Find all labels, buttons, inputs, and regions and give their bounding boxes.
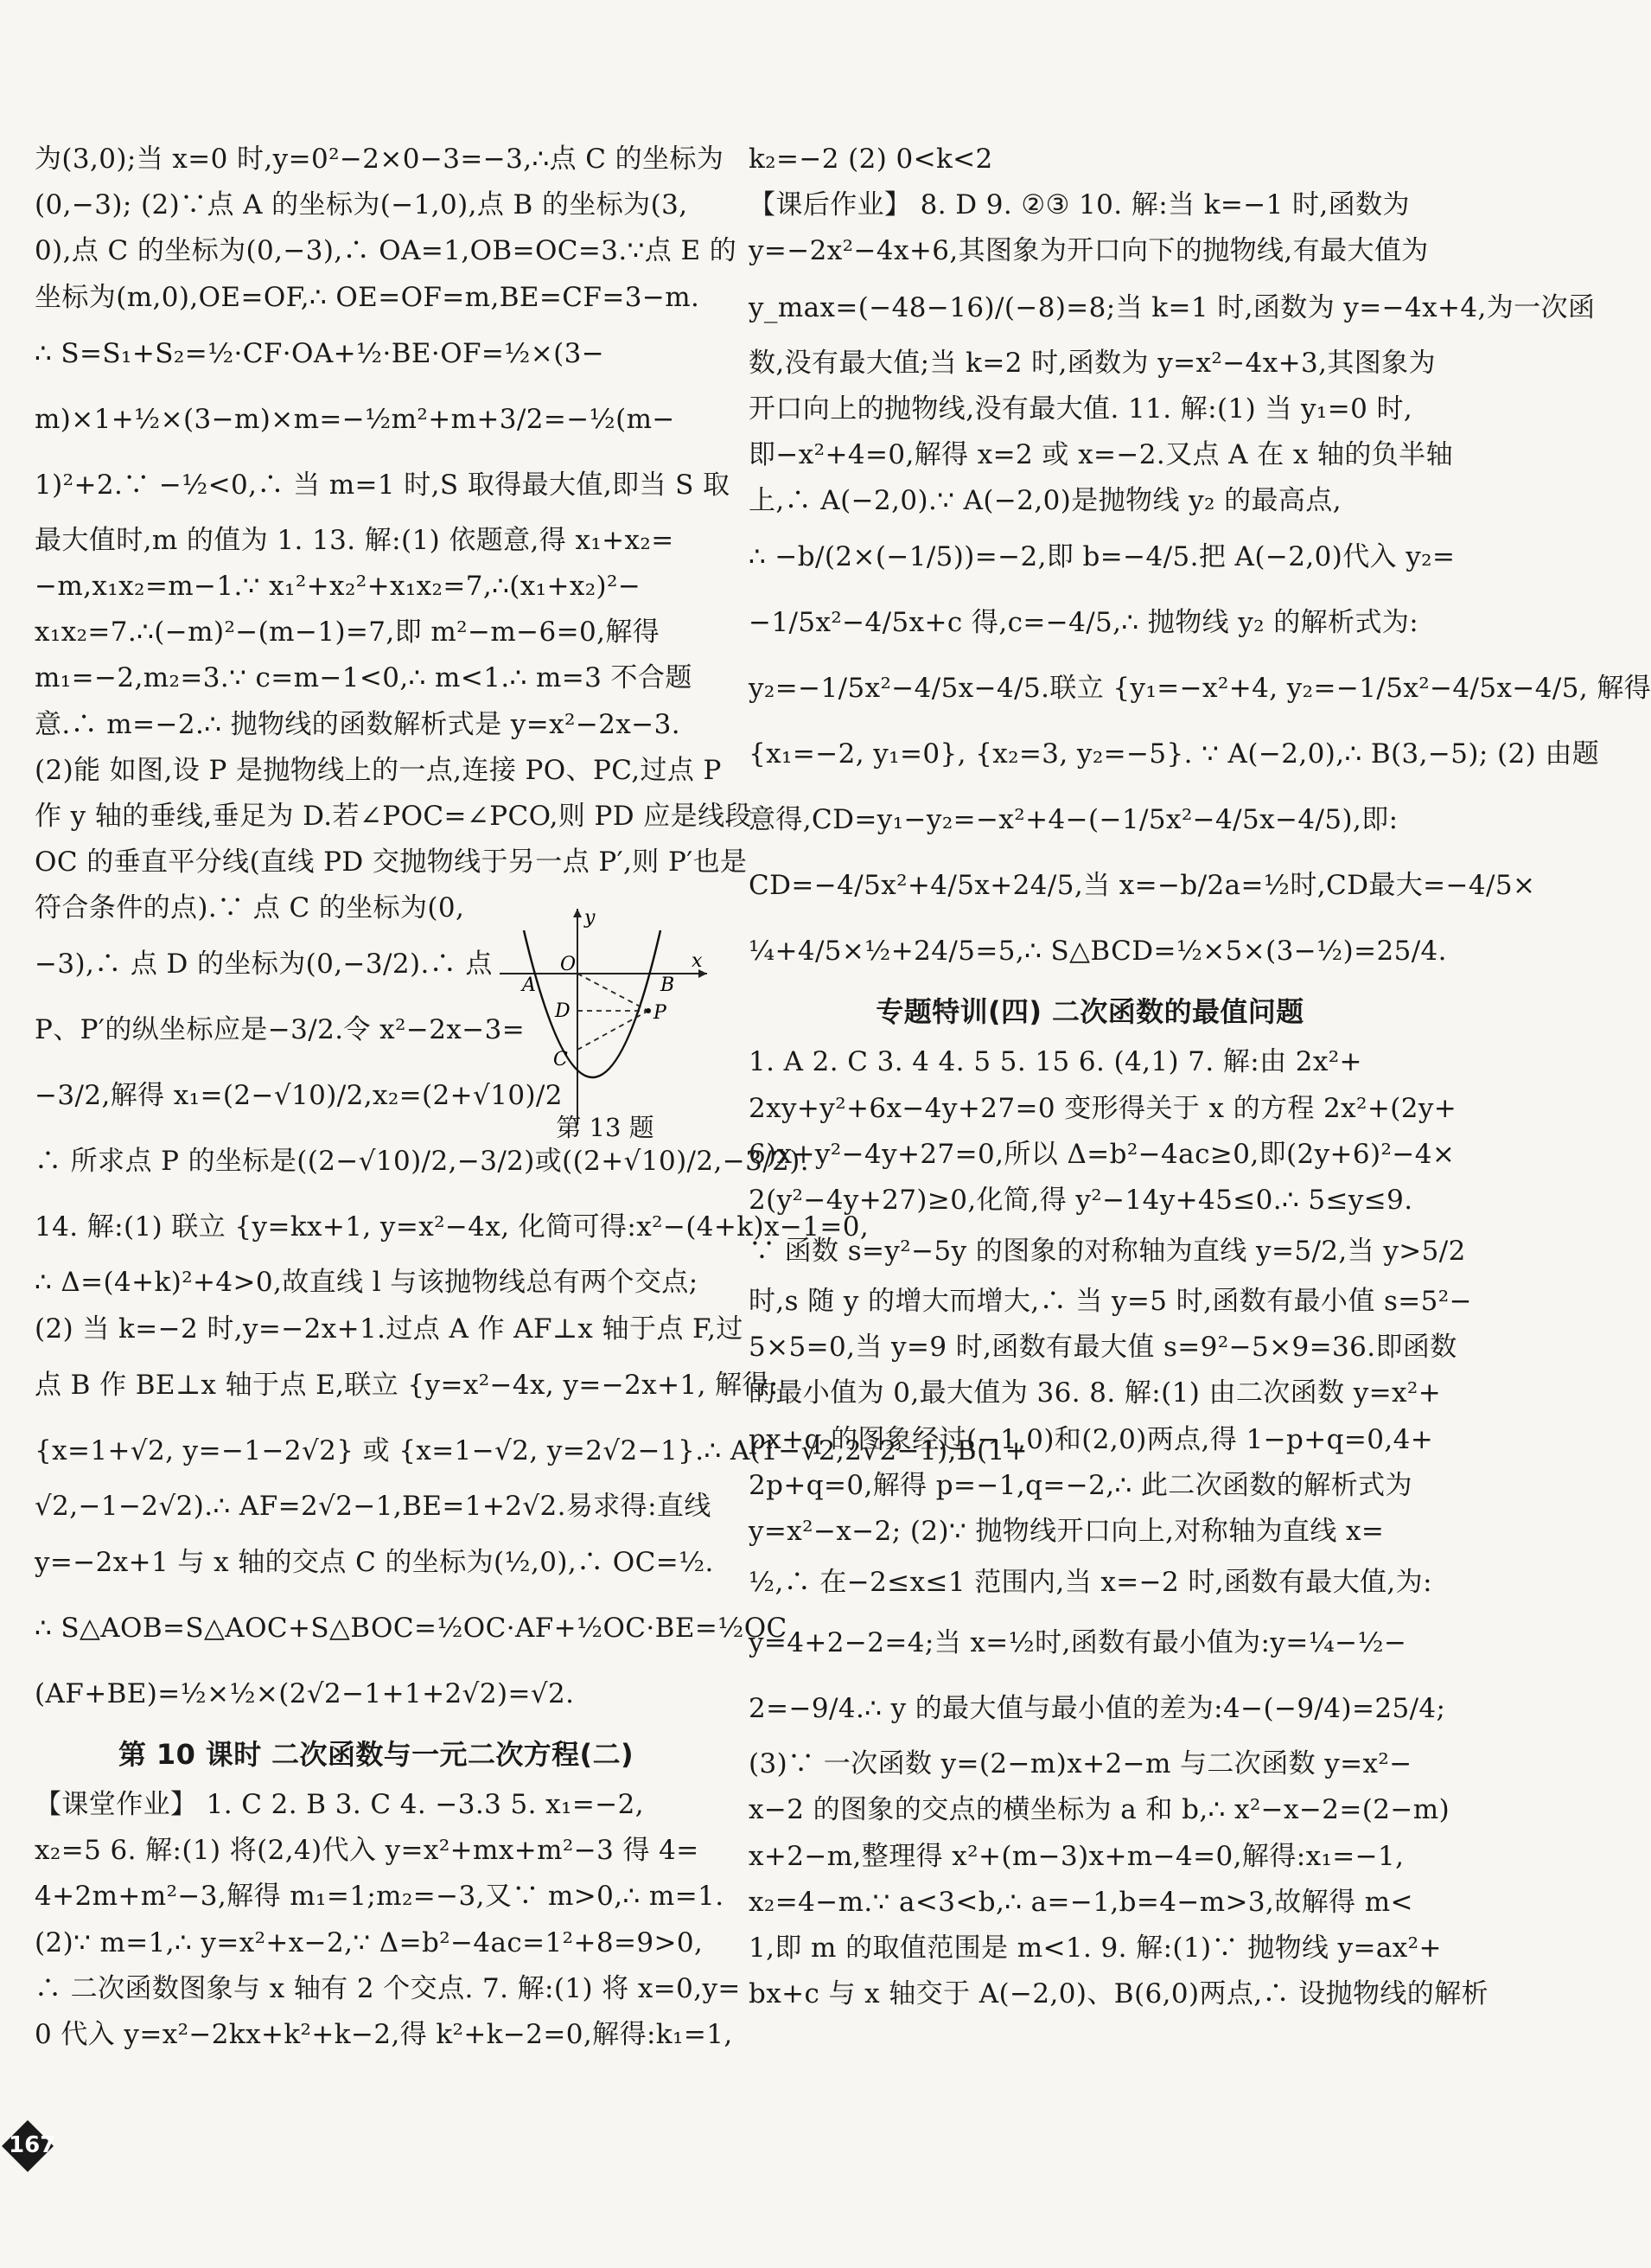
text-line: (2) 当 k=−2 时,y=−2x+1.过点 A 作 AF⊥x 轴于点 F,过 xyxy=(35,1313,743,1345)
text-line: 14. 解:(1) 联立 {y=kx+1, y=x²−4x, 化简可得:x²−(4+k)x−1=0, xyxy=(35,1211,870,1243)
text-line: 0 代入 y=x²−2kx+k²+k−2,得 k²+k−2=0,解得:k₁=1, xyxy=(35,2018,733,2050)
text-line: 1,即 m 的取值范围是 m<1. 9. 解:(1)∵ 抛物线 y=ax²+ xyxy=(749,1932,1442,1964)
text-line: 意得,CD=y₁−y₂=−x²+4−(−1/5x²−4/5x−4/5),即: xyxy=(749,804,1399,836)
text-line: 的最小值为 0,最大值为 36. 8. 解:(1) 由二次函数 y=x²+ xyxy=(749,1377,1442,1409)
text-line: ∴ 所求点 P 的坐标是((2−√10)/2,−3/2)或((2+√10)/2,−3/2). xyxy=(35,1146,809,1178)
text-line: 5×5=0,当 y=9 时,函数有最大值 s=9²−5×9=36.即函数 xyxy=(749,1332,1457,1364)
text-line: y_max=(−48−16)/(−8)=8;当 k=1 时,函数为 y=−4x+4,为一次函 xyxy=(749,291,1596,323)
text-line: −1/5x²−4/5x+c 得,c=−4/5,∴ 抛物线 y₂ 的解析式为: xyxy=(749,607,1419,639)
text-line: ½,∴ 在−2≤x≤1 范围内,当 x=−2 时,函数有最大值,为: xyxy=(749,1567,1432,1599)
text-line: 作 y 轴的垂线,垂足为 D.若∠POC=∠PCO,则 PD 应是线段 xyxy=(35,800,752,832)
parabola-curve xyxy=(524,930,660,1077)
text-line: m₁=−2,m₂=3.∵ c=m−1<0,∴ m<1.∴ m=3 不合题 xyxy=(35,662,692,694)
text-line: OC 的垂直平分线(直线 PD 交抛物线于另一点 P′,则 P′也是 xyxy=(35,847,748,878)
text-line: (AF+BE)=½×½×(2√2−1+1+2√2)=√2. xyxy=(35,1678,575,1709)
text-line: k₂=−2 (2) 0<k<2 xyxy=(749,144,993,175)
text-line: 为(3,0);当 x=0 时,y=0²−2×0−3=−3,∴点 C 的坐标为 xyxy=(35,144,724,175)
text-line: y=x²−x−2; (2)∵ 抛物线开口向上,对称轴为直线 x= xyxy=(749,1516,1385,1547)
text-line: 开口向上的抛物线,没有最大值. 11. 解:(1) 当 y₁=0 时, xyxy=(749,393,1413,425)
text-line: ∵ 函数 s=y²−5y 的图象的对称轴为直线 y=5/2,当 y>5/2 xyxy=(749,1236,1466,1268)
line-op xyxy=(577,974,648,1011)
text-line: 2(y²−4y+27)≥0,化简,得 y²−14y+45≤0.∴ 5≤y≤9. xyxy=(749,1184,1413,1216)
text-line: P、P′的纵坐标应是−3/2.令 x²−2x−3= xyxy=(35,1014,526,1046)
text-line: 点 B 作 BE⊥x 轴于点 E,联立 {y=x²−4x, y=−2x+1, 解得: xyxy=(35,1369,779,1401)
text-line: 1)²+2.∵ −½<0,∴ 当 m=1 时,S 取得最大值,即当 S 取 xyxy=(35,469,730,501)
page-number: 167 xyxy=(9,2132,56,2158)
text-line: −m,x₁x₂=m−1.∵ x₁²+x₂²+x₁x₂=7,∴(x₁+x₂)²− xyxy=(35,570,641,602)
label-p: P xyxy=(653,1002,666,1024)
label-b: B xyxy=(660,974,675,996)
point-p xyxy=(646,1008,651,1013)
label-x: x xyxy=(692,950,703,972)
text-line: y=−2x²−4x+6,其图象为开口向下的抛物线,有最大值为 xyxy=(749,235,1429,267)
text-line: (2)∵ m=1,∴ y=x²+x−2,∵ Δ=b²−4ac=1²+8=9>0, xyxy=(35,1926,704,1958)
text-line: ¼+4/5×½+24/5=5,∴ S△BCD=½×5×(3−½)=25/4. xyxy=(749,936,1447,968)
label-o: O xyxy=(560,954,577,975)
text-line: y=−2x+1 与 x 轴的交点 C 的坐标为(½,0),∴ OC=½. xyxy=(35,1547,714,1578)
text-line: {x₁=−2, y₁=0}, {x₂=3, y₂=−5}. ∵ A(−2,0),∴ B(3,−5); (2) 由题 xyxy=(749,738,1600,770)
text-line: 2xy+y²+6x−4y+27=0 变形得关于 x 的方程 2x²+(2y+ xyxy=(749,1092,1457,1124)
label-a: A xyxy=(522,974,536,996)
text-line: CD=−4/5x²+4/5x+24/5,当 x=−b/2a=½时,CD最大=−4/5× xyxy=(749,870,1536,902)
text-line: 数,没有最大值;当 k=2 时,函数为 y=x²−4x+3,其图象为 xyxy=(749,347,1436,379)
text-line: 2p+q=0,解得 p=−1,q=−2,∴ 此二次函数的解析式为 xyxy=(749,1469,1412,1501)
text-line: ∴ Δ=(4+k)²+4>0,故直线 l 与该抛物线总有两个交点; xyxy=(35,1267,698,1299)
section-heading: 第 10 课时 二次函数与一元二次方程(二) xyxy=(118,1738,634,1771)
text-line: 0),点 C 的坐标为(0,−3),∴ OA=1,OB=OC=3.∵点 E 的 xyxy=(35,235,737,267)
text-line: 意.∴ m=−2.∴ 抛物线的函数解析式是 y=x²−2x−3. xyxy=(35,708,680,740)
text-line: x₂=5 6. 解:(1) 将(2,4)代入 y=x²+mx+m²−3 得 4= xyxy=(35,1835,699,1867)
text-line: {x=1+√2, y=−1−2√2} 或 {x=1−√2, y=2√2−1}.∴ A(1−√2,2√2−1),B(1+ xyxy=(35,1434,1028,1466)
figure-caption: 第 13 题 xyxy=(556,1113,654,1142)
text-line: (2)能 如图,设 P 是抛物线上的一点,连接 PO、PC,过点 P xyxy=(35,754,722,786)
text-line: (3)∵ 一次函数 y=(2−m)x+2−m 与二次函数 y=x²− xyxy=(749,1748,1412,1780)
text-line: 2=−9/4.∴ y 的最大值与最小值的差为:4−(−9/4)=25/4; xyxy=(749,1693,1446,1725)
line-cp xyxy=(577,1011,648,1050)
text-line: x−2 的图象的交点的横坐标为 a 和 b,∴ x²−x−2=(2−m) xyxy=(749,1794,1450,1826)
text-line: px+q 的图象经过(−1,0)和(2,0)两点,得 1−p+q=0,4+ xyxy=(749,1423,1434,1455)
text-line: −3),∴ 点 D 的坐标为(0,−3/2).∴ 点 xyxy=(35,949,493,981)
text-line: ∴ S△AOB=S△AOC+S△BOC=½OC·AF+½OC·BE=½OC xyxy=(35,1613,787,1644)
text-line: x+2−m,整理得 x²+(m−3)x+m−4=0,解得:x₁=−1, xyxy=(749,1840,1405,1872)
section-heading: 专题特训(四) 二次函数的最值问题 xyxy=(876,995,1304,1029)
text-line: 坐标为(m,0),OE=OF,∴ OE=OF=m,BE=CF=3−m. xyxy=(35,281,700,313)
text-line: 最大值时,m 的值为 1. 13. 解:(1) 依题意,得 x₁+x₂= xyxy=(35,524,674,556)
text-line: √2,−1−2√2).∴ AF=2√2−1,BE=1+2√2.易求得:直线 xyxy=(35,1490,711,1522)
label-y: y xyxy=(584,907,596,929)
text-line: 1. A 2. C 3. 4 4. 5 5. 15 6. (4,1) 7. 解:由 2x²+ xyxy=(749,1046,1362,1078)
text-line: 【课堂作业】 1. C 2. B 3. C 4. −3.3 5. x₁=−2, xyxy=(35,1789,644,1820)
text-line: 即−x²+4=0,解得 x=2 或 x=−2.又点 A 在 x 轴的负半轴 xyxy=(749,438,1453,470)
text-line: 符合条件的点).∵ 点 C 的坐标为(0, xyxy=(35,892,465,924)
text-line: 【课后作业】 8. D 9. ②③ 10. 解:当 k=−1 时,函数为 xyxy=(749,189,1410,221)
text-line: (0,−3); (2)∵点 A 的坐标为(−1,0),点 B 的坐标为(3, xyxy=(35,189,688,221)
text-line: −3/2,解得 x₁=(2−√10)/2,x₂=(2+√10)/2 xyxy=(35,1080,563,1112)
text-line: x₂=4−m.∵ a<3<b,∴ a=−1,b=4−m>3,故解得 m< xyxy=(749,1886,1413,1918)
y-axis-arrow xyxy=(573,909,582,917)
text-line: y₂=−1/5x²−4/5x−4/5.联立 {y₁=−x²+4, y₂=−1/5x²−4/5x−4/5, 解得 xyxy=(749,673,1651,705)
text-line: ∴ S=S₁+S₂=½·CF·OA+½·BE·OF=½×(3− xyxy=(35,337,605,369)
text-line: bx+c 与 x 轴交于 A(−2,0)、B(6,0)两点,∴ 设抛物线的解析 xyxy=(749,1978,1488,2010)
label-c: C xyxy=(553,1049,568,1070)
text-line: 上,∴ A(−2,0).∵ A(−2,0)是抛物线 y₂ 的最高点, xyxy=(749,485,1342,517)
text-line: 6)x+y²−4y+27=0,所以 Δ=b²−4ac≥0,即(2y+6)²−4× xyxy=(749,1138,1456,1170)
text-line: ∴ −b/(2×(−1/5))=−2,即 b=−4/5.把 A(−2,0)代入 y₂= xyxy=(749,541,1456,573)
text-line: 时,s 随 y 的增大而增大,∴ 当 y=5 时,函数有最小值 s=5²− xyxy=(749,1286,1472,1318)
text-line: 4+2m+m²−3,解得 m₁=1;m₂=−3,又∵ m>0,∴ m=1. xyxy=(35,1881,724,1913)
text-line: m)×1+½×(3−m)×m=−½m²+m+3/2=−½(m− xyxy=(35,403,675,435)
label-d: D xyxy=(555,1000,571,1022)
text-line: x₁x₂=7.∴(−m)²−(m−1)=7,即 m²−m−6=0,解得 xyxy=(35,617,660,648)
text-line: y=4+2−2=4;当 x=½时,函数有最小值为:y=¼−½− xyxy=(749,1627,1407,1659)
right-column xyxy=(749,137,1651,2017)
text-line: ∴ 二次函数图象与 x 轴有 2 个交点. 7. 解:(1) 将 x=0,y= xyxy=(35,1972,741,2004)
